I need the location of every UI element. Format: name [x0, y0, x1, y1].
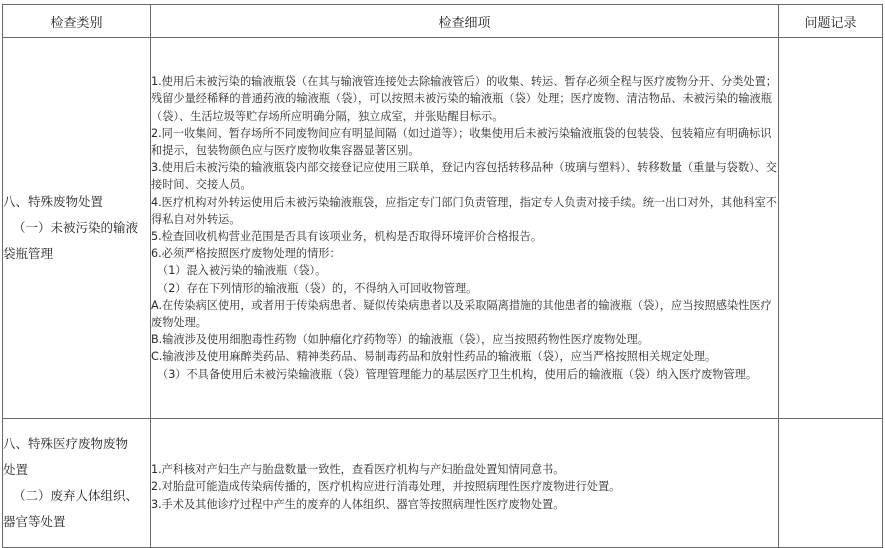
detail-item: 3.手术及其他诊疗过程中产生的废弃的人体组织、器官等按照病理性医疗废物处置。	[151, 497, 565, 511]
detail-item: 2.同一收集间、暂存场所不同废物间应有明显间隔（如过道等）；收集使用后未被污染输液瓶袋的包装袋、包装箱应有明确标识和提示，包装物颜色应与医疗废物收集容器显著区别。	[151, 126, 772, 157]
detail-item: 5.检查回收机构营业范围是否具有该项业务，机构是否取得环境评价合格报告。	[151, 230, 543, 243]
header-category: 检查类别	[3, 5, 151, 38]
record-cell[interactable]	[779, 38, 883, 419]
table-row	[3, 38, 883, 419]
header-row	[3, 5, 883, 38]
detail-item: 1.产科核对产妇生产与胎盘数量一致性，查看医疗机构与产妇胎盘处置知情同意书。	[151, 463, 565, 477]
category-line: （二）废弃人体组织、	[13, 488, 139, 503]
detail-item: 2.对胎盘可能造成传染病传播的，医疗机构应进行消毒处理，并按照病理性医疗废物进行处置。	[151, 480, 621, 494]
detail-item: 3.使用后未被污染的输液瓶袋内部交接登记应使用三联单，登记内容包括转移品种（玻璃与塑料）、转移数量（重量与袋数）、交接时间、交接人员。	[151, 161, 777, 192]
category-line: 袋瓶管理	[3, 246, 54, 261]
table-row	[3, 419, 883, 548]
detail-item: 1.使用后未被污染的输液瓶袋（在其与输液管连接处去除输液管后）的收集、转运、暂存必须全程与医疗废物分开、分类处置；残留少量经稀释的普通药液的输液瓶（袋），可以按照未被污染的输液瓶（袋）处理；医疗废物、清洁物品、未被污染的输液瓶（袋）、生活垃圾等贮存场所应明确分隔，独立成室，并张贴醒目标示。	[151, 75, 777, 123]
detail-item: B.输液涉及使用细胞毒性药物（如肿瘤化疗药物等）的输液瓶（袋），应当按照药物性医疗废物处理。	[151, 333, 649, 347]
detail-item: A.在传染病区使用，或者用于传染病患者、疑似传染病患者以及采取隔离措施的其他患者的输液瓶（袋），应当按照感染性医疗废物处理。	[151, 298, 772, 330]
category-line: 处置	[3, 462, 29, 477]
record-cell[interactable]	[779, 419, 883, 548]
category-line: （一）未被污染的输液	[13, 220, 139, 235]
inspection-table	[2, 4, 883, 548]
category-line: 八、特殊医疗废物废物	[3, 436, 129, 451]
detail-item: 6.必须严格按照医疗废物处理的情形：	[151, 247, 341, 261]
header-record: 问题记录	[779, 5, 883, 38]
header-detail: 检查细项	[151, 5, 779, 38]
category-cell	[3, 38, 151, 419]
category-line: 八、特殊废物处置	[3, 194, 104, 209]
detail-cell	[151, 419, 779, 548]
category-line: 器官等处置	[3, 514, 66, 529]
detail-item: C.输液涉及使用麻醉类药品、精神类药品、易制毒药品和放射性药品的输液瓶（袋），应当严格按照相关规定处理。	[151, 350, 717, 364]
detail-item: （2）存在下列情形的输液瓶（袋）的，不得纳入可回收物管理。	[157, 281, 478, 295]
detail-item: （1）混入被污染的输液瓶（袋）。	[157, 264, 327, 278]
category-cell	[3, 419, 151, 548]
detail-cell	[151, 38, 779, 419]
detail-item: 4.医疗机构对外转运使用后未被污染输液瓶袋，应指定专门部门负责管理，指定专人负责对接手续。统一出口对外，其他科室不得私自对外转运。	[151, 195, 777, 226]
detail-item: （3）不具备使用后未被污染输液瓶（袋）管理管理能力的基层医疗卫生机构，使用后的输液瓶（袋）纳入医疗废物管理。	[157, 367, 758, 381]
